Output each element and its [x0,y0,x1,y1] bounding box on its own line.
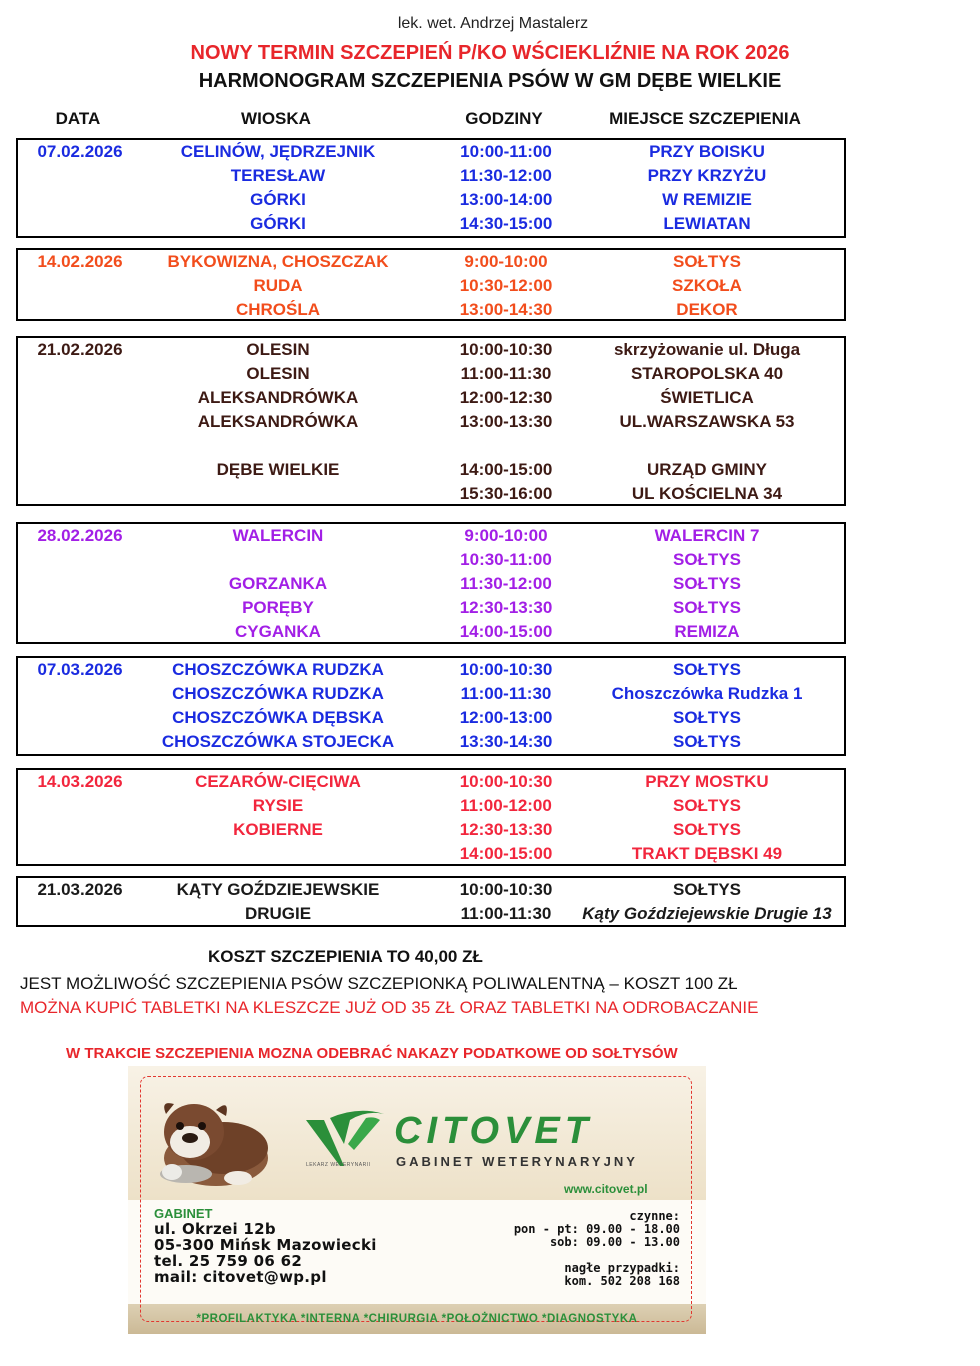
cell-hours: 12:30-13:30 [459,598,553,617]
cell-place: LEWIATAN [663,214,751,233]
tablets-info: MOŻNA KUPIĆ TABLETKI NA KLESZCZE JUŻ OD 35 ZŁ ORAZ TABLETKI NA ODROBACZANIE [20,998,759,1017]
schedule-row [18,188,844,212]
cell-place: PRZY BOISKU [649,142,765,161]
cell-place: Kąty Goździejewskie Drugie 13 [582,904,832,923]
gabinet-label: GABINET [154,1206,213,1221]
schedule-block [16,248,846,321]
cell-hours: 13:00-13:30 [459,412,553,431]
tax-notice-info: W TRAKCIE SZCZEPIENIA MOZNA ODEBRAĆ NAKAZY PODATKOWE OD SOŁTYSÓW [66,1045,678,1062]
cell-hours: 15:30-16:00 [459,484,553,503]
cell-hours: 12:00-12:30 [459,388,553,407]
cell-place: WALERCIN 7 [654,526,760,545]
cell-place: REMIZA [674,622,740,641]
schedule-row [18,410,844,434]
cell-place: UL KOŚCIELNA 34 [631,484,783,503]
cell-place: TRAKT DĘBSKI 49 [631,844,783,863]
schedule-row [18,386,844,410]
schedule-row [18,730,844,754]
schedule-row [18,458,844,482]
cell-date: 21.02.2026 [37,340,123,359]
cell-place: SOŁTYS [672,732,741,751]
cell-date: 14.02.2026 [37,252,123,271]
address-email[interactable]: mail: citovet@wp.pl [154,1268,327,1286]
cell-date: 28.02.2026 [37,526,123,545]
cell-place: SOŁTYS [672,708,741,727]
title-new-date: NOWY TERMIN SZCZEPIEŃ P/KO WŚCIEKLIŹNIE NA ROK 2026 [190,42,790,64]
cell-date: 14.03.2026 [37,772,123,791]
cell-village: GÓRKI [250,214,306,233]
cell-hours: 11:00-11:30 [460,364,552,383]
cell-place: Choszczówka Rudzka 1 [611,684,803,703]
cell-hours: 9:00-10:00 [464,526,548,545]
schedule-block [16,336,846,506]
cell-village: WALERCIN [232,526,324,545]
cell-hours: 14:00-15:00 [459,844,553,863]
schedule-row [18,620,844,644]
services-list: *PROFILAKTYKA *INTERNA *CHIRURGIA *POŁOŻNICTWO *DIAGNOSTYKA [196,1313,638,1325]
schedule-row [18,572,844,596]
cell-village: CHOSZCZÓWKA DĘBSKA [172,708,384,727]
cell-place: DEKOR [676,300,738,319]
cell-village: CHOSZCZÓWKA STOJECKA [161,732,395,751]
schedule-row [18,212,844,236]
cell-hours: 13:00-14:30 [459,300,553,319]
schedule-row [18,362,844,386]
cell-hours: 11:00-11:30 [460,684,552,703]
schedule-row [18,274,844,298]
cell-place: SOŁTYS [672,660,741,679]
cell-village: CHROŚLA [235,300,321,319]
header-hours: GODZINY [465,109,543,128]
header-place: MIEJSCE SZCZEPIENIA [609,109,801,128]
cell-hours: 12:30-13:30 [459,820,553,839]
cell-village: BYKOWIZNA, CHOSZCZAK [167,252,389,271]
cell-village: GÓRKI [250,190,306,209]
cell-hours: 10:00-10:30 [459,772,553,791]
hours-saturday: sob: 09.00 - 13.00 [549,1235,680,1249]
cell-hours: 11:00-12:00 [460,796,552,815]
schedule-block [16,768,846,866]
cell-hours: 14:00-15:00 [459,622,553,641]
cell-place: SOŁTYS [672,820,741,839]
cell-hours: 11:30-12:00 [460,574,552,593]
cell-village: GORZANKA [228,574,328,593]
schedule-row [18,298,844,322]
cell-place: SOŁTYS [672,550,741,569]
cell-place: SOŁTYS [672,796,741,815]
cell-place: STAROPOLSKA 40 [630,364,784,383]
cell-place: PRZY MOSTKU [645,772,769,791]
schedule-row [18,140,844,164]
emergency-label: nagłe przypadki: [564,1261,680,1275]
schedule-block [16,656,846,756]
cell-hours: 10:00-10:30 [459,340,553,359]
cell-hours: 10:00-10:30 [459,880,553,899]
schedule-row [18,818,844,842]
author-line: lek. wet. Andrzej Mastalerz [397,15,589,32]
cell-village: OLESIN [246,340,310,359]
brand-subtitle: GABINET WETERYNARYJNY [396,1154,638,1169]
vaccination-cost: KOSZT SZCZEPIENIA TO 40,00 ZŁ [208,947,483,966]
cell-village: CHOSZCZÓWKA RUDZKA [172,660,384,679]
cell-village: OLESIN [246,364,310,383]
schedule-row [18,524,844,548]
bulldog-puppy-icon [146,1080,276,1190]
cell-place: URZĄD GMINY [647,460,767,479]
cell-village: DĘBE WIELKIE [216,460,340,479]
cell-place: ŚWIETLICA [660,388,754,407]
cell-village: ALEKSANDRÓWKA [197,412,359,431]
schedule-row [18,596,844,620]
cell-village: CYGANKA [235,622,321,641]
cell-hours: 14:30-15:00 [459,214,553,233]
schedule-row [18,338,844,362]
schedule-row [18,548,844,572]
schedule-row [18,706,844,730]
schedule-row [18,902,844,926]
cell-date: 07.03.2026 [37,660,123,679]
emergency-phone: kom. 502 208 168 [564,1274,680,1288]
cell-village: KĄTY GOŹDZIEJEWSKIE [176,880,380,899]
logo-caption: LEKARZ WETERYNARII [306,1162,371,1168]
cell-hours: 12:00-13:00 [459,708,553,727]
schedule-row [18,682,844,706]
cell-place: SOŁTYS [672,880,741,899]
cell-village: RUDA [253,276,303,295]
cell-village: CELINÓW, JĘDRZEJNIK [180,142,376,161]
cell-hours: 13:00-14:00 [459,190,553,209]
address-city: 05-300 Mińsk Mazowiecki [154,1236,377,1254]
cell-hours: 14:00-15:00 [459,460,553,479]
schedule-row [18,164,844,188]
cell-village: ALEKSANDRÓWKA [197,388,359,407]
cell-hours: 11:00-11:30 [460,904,552,923]
cell-place: SOŁTYS [672,598,741,617]
cell-hours: 9:00-10:00 [464,252,548,271]
schedule-block [16,876,846,927]
cell-place: SZKOŁA [672,276,742,295]
schedule-row [18,878,844,902]
cell-place: SOŁTYS [672,252,741,271]
cell-place: W REMIZIE [662,190,752,209]
website-link[interactable]: www.citovet.pl [564,1182,648,1196]
cell-village: PORĘBY [242,598,314,617]
header-date: DATA [55,109,101,128]
cell-village: DRUGIE [244,904,312,923]
schedule-row [18,770,844,794]
cell-hours: 10:30-12:00 [459,276,553,295]
cell-village: RYSIE [252,796,304,815]
brand-name: CITOVET [394,1110,593,1152]
schedule-row [18,250,844,274]
cell-village: KOBIERNE [233,820,323,839]
cell-village: CEZARÓW-CIĘCIWA [195,772,361,791]
hours-weekday: pon - pt: 09.00 - 18.00 [513,1222,680,1236]
cell-place: SOŁTYS [672,574,741,593]
header-village: WIOSKA [241,109,311,128]
cell-place: UL.WARSZAWSKA 53 [619,412,795,431]
cell-date: 07.02.2026 [37,142,123,161]
title-schedule: HARMONOGRAM SZCZEPIENIA PSÓW W GM DĘBE WIELKIE [198,70,782,92]
schedule-block [16,522,846,644]
polyvalent-info: JEST MOŻLIWOŚĆ SZCZEPIENIA PSÓW SZCZEPIONKĄ POLIWALENTNĄ – KOSZT 100 ZŁ [20,974,738,993]
cell-village: CHOSZCZÓWKA RUDZKA [172,684,384,703]
cell-hours: 10:30-11:00 [460,550,552,569]
cell-village: TERESŁAW [230,166,326,185]
schedule-block [16,138,846,238]
cell-place: PRZY KRZYŻU [647,166,767,185]
address-phone: tel. 25 759 06 62 [154,1252,303,1270]
cell-hours: 13:30-14:30 [459,732,553,751]
hours-label: czynne: [629,1209,680,1223]
address-street: ul. Okrzei 12b [154,1220,276,1238]
cell-date: 21.03.2026 [37,880,123,899]
schedule-row [18,842,844,866]
cell-place: skrzyżowanie ul. Długa [613,340,801,359]
schedule-row [18,794,844,818]
cell-hours: 11:30-12:00 [460,166,552,185]
cell-hours: 10:00-11:00 [460,142,552,161]
schedule-row [18,658,844,682]
cell-hours: 10:00-10:30 [459,660,553,679]
schedule-row [18,482,844,506]
citovet-advert [128,1066,706,1334]
